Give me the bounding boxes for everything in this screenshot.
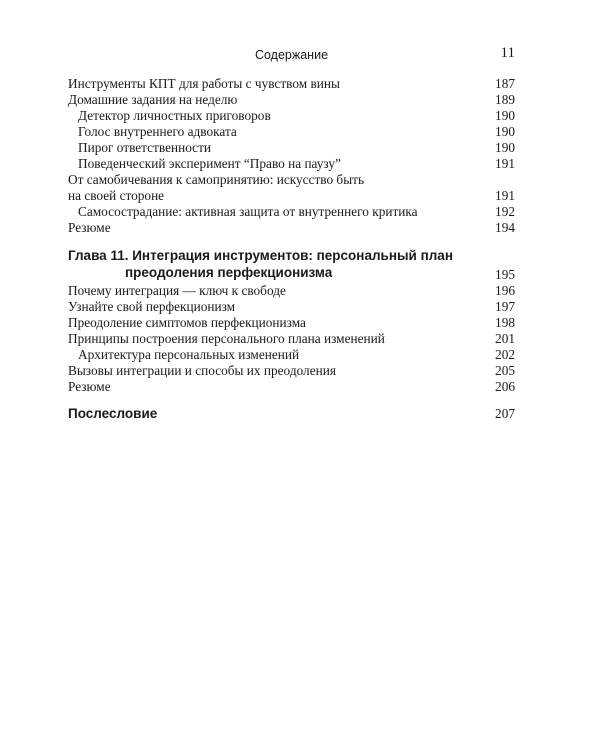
running-header (68, 45, 515, 65)
toc-entry (68, 283, 515, 299)
toc-entry-page: 191 (495, 156, 515, 171)
toc-entry-title: Принципы построения персонального плана изменений (68, 331, 385, 346)
toc-entry-title: Голос внутреннего адвоката (78, 124, 237, 139)
toc-entry-page: 206 (495, 379, 515, 394)
toc-entry-title-continued: на своей стороне (68, 188, 165, 203)
toc-entry-page: 198 (495, 315, 515, 330)
toc-entry (68, 299, 515, 315)
epilogue-page: 207 (495, 406, 515, 421)
running-header-title: Содержание (254, 48, 329, 62)
toc-subentry (68, 347, 515, 363)
toc-entry-title: От самобичевания к самопринятию: искусство быть (68, 172, 365, 187)
chapter-title: Глава 11. Интеграция инструментов: персональный план (68, 248, 453, 263)
epilogue-title: Послесловие (68, 406, 158, 421)
page-number: 11 (500, 45, 515, 61)
toc-subentry (68, 156, 515, 172)
toc-subentry (68, 108, 515, 124)
toc-entry-page: 202 (495, 347, 515, 362)
toc-subentry (68, 140, 515, 156)
toc-entry-title: Узнайте свой перфекционизм (68, 299, 236, 314)
chapter-heading (68, 247, 515, 283)
toc-entry-page: 190 (495, 108, 515, 123)
toc-entry-title: Резюме (68, 220, 111, 235)
toc-entry-title: Преодоление симптомов перфекционизма (68, 315, 306, 330)
toc-entry (68, 363, 515, 379)
toc-entry-title: Детектор личностных приговоров (78, 108, 271, 123)
epilogue-heading (68, 405, 515, 425)
toc-entry-page: 192 (495, 204, 515, 219)
toc-entry-page: 190 (495, 140, 515, 155)
toc-entry (68, 76, 515, 92)
toc-entry-title: Инструменты КПТ для работы с чувством вины (68, 76, 340, 91)
toc-entry-page: 205 (495, 363, 515, 378)
toc-entry-page: 191 (495, 188, 515, 203)
toc-entry-page: 190 (495, 124, 515, 139)
toc-entry-page: 187 (495, 76, 515, 91)
toc-subentry (68, 124, 515, 140)
toc-entry-page: 196 (495, 283, 515, 298)
chapter-title-continued: преодоления перфекционизма (125, 265, 333, 280)
toc-entry-title: Почему интеграция — ключ к свободе (68, 283, 286, 298)
toc-entry (68, 92, 515, 108)
toc-entry-title: Самосострадание: активная защита от внутреннего критика (78, 204, 418, 219)
toc-entry-title: Резюме (68, 379, 111, 394)
toc-entry (68, 172, 515, 204)
toc-entry-page: 201 (495, 331, 515, 346)
toc-entry (68, 331, 515, 347)
toc-entry (68, 379, 515, 395)
toc-entry-title: Поведенческий эксперимент “Право на паузу” (78, 156, 341, 171)
toc-entry-title: Вызовы интеграции и способы их преодоления (68, 363, 336, 378)
toc-entry-title: Архитектура персональных изменений (78, 347, 300, 362)
toc-entry-page: 197 (495, 299, 515, 314)
toc-entry-page: 189 (495, 92, 515, 107)
toc-entry-title: Пирог ответственности (78, 140, 212, 155)
toc-entry-page: 194 (495, 220, 515, 235)
toc-entry (68, 315, 515, 331)
table-of-contents (68, 76, 515, 425)
toc-entry (68, 220, 515, 236)
toc-subentry (68, 204, 515, 220)
chapter-page: 195 (495, 267, 515, 282)
toc-entry-title: Домашние задания на неделю (68, 92, 238, 107)
